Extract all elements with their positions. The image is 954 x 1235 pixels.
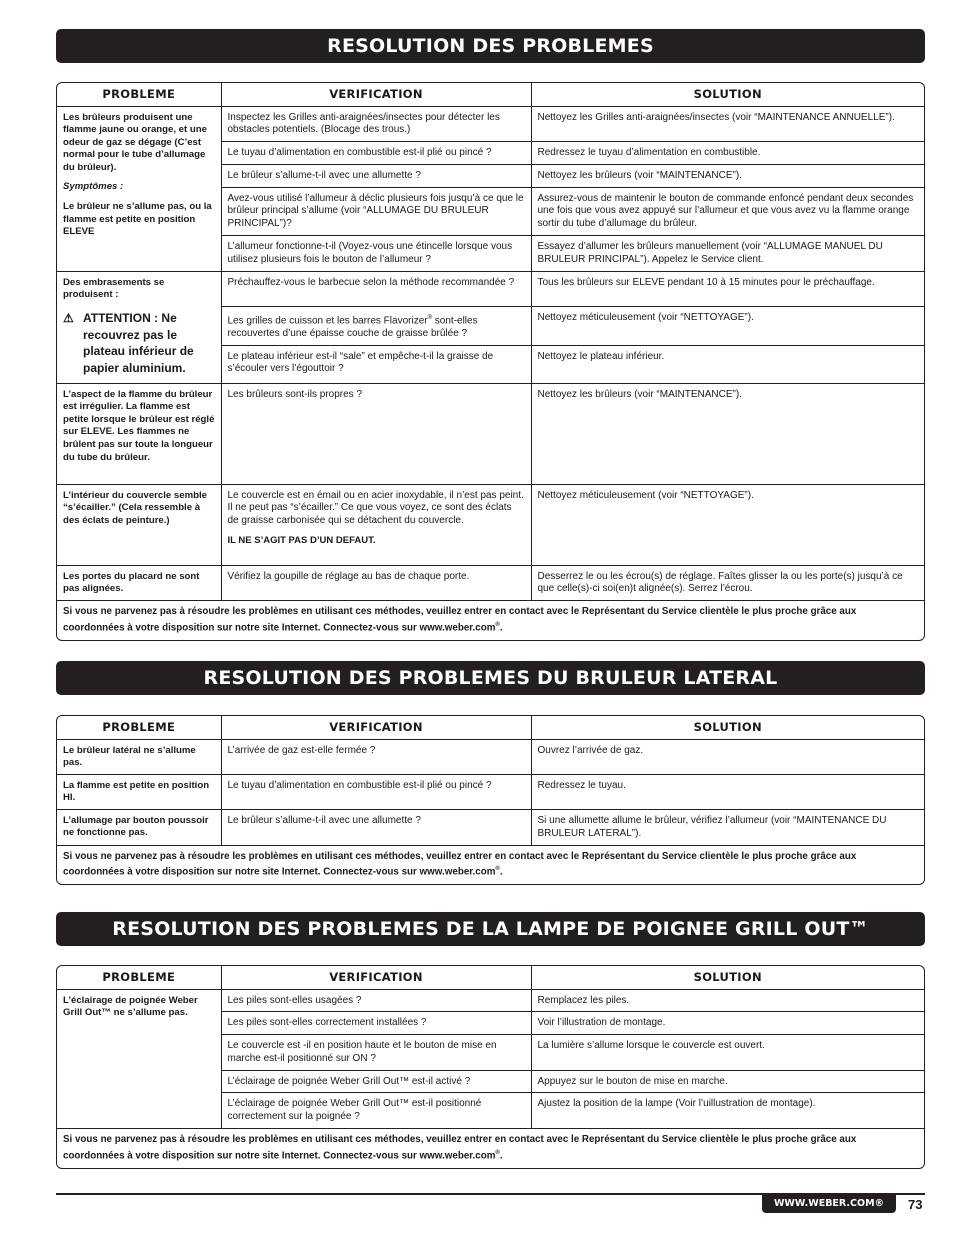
table-row: [57, 383, 924, 484]
verification-cell: Les grilles de cuisson et les barres Flavorizer® sont-elles recouvertes d’une épaisse couche de graisse brûlée ?: [221, 306, 531, 345]
solution-cell: Voir l’illustration de montage.: [531, 1012, 924, 1035]
verification-cell: Le tuyau d’alimentation en combustible est-il plié ou pincé ?: [221, 142, 531, 165]
table-row: [57, 809, 924, 845]
solution-cell: Assurez-vous de maintenir le bouton de commande enfoncé pendant deux secondes une fois que vous avez appuyé sur l’allumeur et que vous avez vu la flamme orange sortir du tube d’allumage du brûleur.: [531, 187, 924, 235]
verification-cell: L’éclairage de poignée Weber Grill Out™ est-il activé ?: [221, 1070, 531, 1093]
page-number: 73: [908, 1197, 923, 1212]
verification-cell: [221, 484, 531, 565]
verification-cell: Le plateau inférieur est-il “sale” et empêche-t-il la graisse de s’écouler vers l’égouttoir ?: [221, 345, 531, 383]
troubleshooting-table: [56, 82, 925, 641]
solution-cell: Desserrez le ou les écrou(s) de réglage. Faîtes glisser la ou les porte(s) jusqu’à ce que celle(s)-ci soi(en)t alignée(s). Serrez l’écrou.: [531, 565, 924, 601]
solution-cell: Essayez d’allumer les brûleurs manuellement (voir “ALLUMAGE MANUEL DU BRULEUR PRINCIPAL”). Appelez le Service client.: [531, 236, 924, 272]
table-row: [57, 565, 924, 601]
problem-cell: L’éclairage de poignée Weber Grill Out™ ne s’allume pas.: [57, 989, 221, 1129]
section-title-handle-light: RESOLUTION DES PROBLEMES DE LA LAMPE DE POIGNEE GRILL OUT™: [56, 912, 925, 946]
problem-cell: L’aspect de la flamme du brûleur est irrégulier. La flamme est petite lorsque le brûleur est réglé sur ELEVE. Les flammes ne brûlent pas sur toute la longueur du tube du brûleur.: [57, 383, 221, 484]
header-solution: SOLUTION: [531, 966, 924, 989]
verification-cell: L’allumeur fonctionne-t-il (Voyez-vous une étincelle lorsque vous utilisez plusieurs fois le bouton de l’allumeur ?: [221, 236, 531, 272]
header-problem: PROBLEME: [57, 966, 221, 989]
header-solution: SOLUTION: [531, 83, 924, 106]
header-problem: PROBLEME: [57, 716, 221, 739]
solution-cell: Ouvrez l’arrivée de gaz.: [531, 739, 924, 774]
solution-cell: Tous les brûleurs sur ELEVE pendant 10 à 15 minutes pour le préchauffage.: [531, 271, 924, 306]
problem-cell: Le brûleur latéral ne s’allume pas.: [57, 739, 221, 774]
solution-cell: Redressez le tuyau d’alimentation en combustible.: [531, 142, 924, 165]
website-badge: WWW.WEBER.COM®: [762, 1195, 896, 1213]
solution-cell: Nettoyez méticuleusement (voir “NETTOYAGE”).: [531, 306, 924, 345]
not-a-defect-note: IL NE S’AGIT PAS D’UN DEFAUT.: [227, 534, 376, 546]
section-title-troubleshooting: RESOLUTION DES PROBLEMES: [56, 29, 925, 63]
table-row: [57, 271, 924, 306]
header-problem: PROBLEME: [57, 83, 221, 106]
verification-cell: L’arrivée de gaz est-elle fermée ?: [221, 739, 531, 774]
footer-row: [57, 1129, 924, 1168]
problem-cell: L’intérieur du couvercle semble “s’écailler.” (Cela ressemble à des éclats de peinture.): [57, 484, 221, 565]
solution-cell: Nettoyez méticuleusement (voir “NETTOYAGE”).: [531, 484, 924, 565]
table-header-row: [57, 966, 924, 989]
table-row: [57, 989, 924, 1012]
footer-row: [57, 845, 924, 884]
contact-note: Si vous ne parvenez pas à résoudre les problèmes en utilisant ces méthodes, veuillez entrer en contact avec le Représentant du Service clientèle le plus proche grâce aux coordonnées à votre disposition sur notre site Internet. Connectez-vous sur www.weber.com®.: [63, 606, 857, 634]
solution-cell: Nettoyez les brûleurs (voir “MAINTENANCE”).: [531, 383, 924, 484]
table-row: [57, 739, 924, 774]
table-row: [57, 484, 924, 565]
footer-row: [57, 601, 924, 640]
header-verification: VERIFICATION: [221, 716, 531, 739]
solution-cell: Redressez le tuyau.: [531, 774, 924, 809]
verification-cell: Vérifiez la goupille de réglage au bas de chaque porte.: [221, 565, 531, 601]
problem-text: Des embrasements se produisent :: [63, 276, 165, 301]
problem-cell: L’allumage par bouton poussoir ne fonctionne pas.: [57, 809, 221, 845]
symptoms-text: Le brûleur ne s’allume pas, ou la flamme est petite en position ELEVE: [63, 201, 212, 238]
header-verification: VERIFICATION: [221, 83, 531, 106]
solution-cell: Nettoyez les Grilles anti-araignées/insectes (voir “MAINTENANCE ANNUELLE”).: [531, 106, 924, 142]
table-row: [57, 106, 924, 142]
warning-block: [63, 310, 215, 377]
verification-cell: Les piles sont-elles usagées ?: [221, 989, 531, 1012]
verification-cell: Le couvercle est -il en position haute et le bouton de mise en marche est-il positionné sur ON ?: [221, 1035, 531, 1071]
verification-cell: Avez-vous utilisé l’allumeur à déclic plusieurs fois jusqu’à ce que le brûleur principal s’allume (voir “ALLUMAGE DU BRULEUR PRINCIPAL”)?: [221, 187, 531, 235]
warning-text: ATTENTION : Ne recouvrez pas le plateau inférieur de papier aluminium.: [83, 310, 194, 376]
verification-cell: Le brûleur s’allume-t-il avec une allumette ?: [221, 809, 531, 845]
verification-cell: L’éclairage de poignée Weber Grill Out™ est-il positionné correctement sur la poignée ?: [221, 1093, 531, 1129]
contact-note: Si vous ne parvenez pas à résoudre les problèmes en utilisant ces méthodes, veuillez entrer en contact avec le Représentant du Service clientèle le plus proche grâce aux coordonnées à votre disposition sur notre site Internet. Connectez-vous sur www.weber.com®.: [63, 850, 857, 878]
solution-cell: Remplacez les piles.: [531, 989, 924, 1012]
verification-cell: Préchauffez-vous le barbecue selon la méthode recommandée ?: [221, 271, 531, 306]
solution-cell: Si une allumette allume le brûleur, vérifiez l’allumeur (voir “MAINTENANCE DU BRULEUR LATERAL”).: [531, 809, 924, 845]
table-header-row: [57, 716, 924, 739]
side-burner-table: [56, 715, 925, 885]
verification-text: Le couvercle est en émail ou en acier inoxydable, il n’est pas peint. Il ne peut pas “s’écailler.” Ce que vous voyez, ce sont des éclats de graisse carbonisée qui se détachent du couvercle.: [227, 489, 524, 527]
symptoms-label: Symptômes :: [63, 181, 124, 193]
solution-cell: Nettoyez les brûleurs (voir “MAINTENANCE”).: [531, 164, 924, 187]
table-header-row: [57, 83, 924, 106]
problem-cell: [57, 271, 221, 383]
verification-cell: Les piles sont-elles correctement installées ?: [221, 1012, 531, 1035]
verification-cell: Le brûleur s’allume-t-il avec une allumette ?: [221, 164, 531, 187]
problem-cell: Les portes du placard ne sont pas alignées.: [57, 565, 221, 601]
verification-cell: Le tuyau d’alimentation en combustible est-il plié ou pincé ?: [221, 774, 531, 809]
verification-cell: Inspectez les Grilles anti-araignées/insectes pour détecter les obstacles potentiels. (Blocage des trous.): [221, 106, 531, 142]
solution-cell: Ajustez la position de la lampe (Voir l’uillustration de montage).: [531, 1093, 924, 1129]
problem-cell: La flamme est petite en position HI.: [57, 774, 221, 809]
table-row: [57, 774, 924, 809]
problem-cell: [57, 106, 221, 271]
problem-text: Les brûleurs produisent une flamme jaune ou orange, et une odeur de gaz se dégage (C’est normal pour le tube d’allumage du brûleur).: [63, 111, 207, 173]
header-solution: SOLUTION: [531, 716, 924, 739]
solution-cell: Nettoyez le plateau inférieur.: [531, 345, 924, 383]
contact-note: Si vous ne parvenez pas à résoudre les problèmes en utilisant ces méthodes, veuillez entrer en contact avec le Représentant du Service clientèle le plus proche grâce aux coordonnées à votre disposition sur notre site Internet. Connectez-vous sur www.weber.com®.: [63, 1134, 857, 1161]
handle-light-table: [56, 965, 925, 1169]
verification-cell: Les brûleurs sont-ils propres ?: [221, 383, 531, 484]
solution-cell: Appuyez sur le bouton de mise en marche.: [531, 1070, 924, 1093]
warning-triangle-icon: ⚠: [63, 310, 74, 325]
section-title-side-burner: RESOLUTION DES PROBLEMES DU BRULEUR LATERAL: [56, 661, 925, 695]
solution-cell: La lumière s’allume lorsque le couvercle est ouvert.: [531, 1035, 924, 1071]
header-verification: VERIFICATION: [221, 966, 531, 989]
